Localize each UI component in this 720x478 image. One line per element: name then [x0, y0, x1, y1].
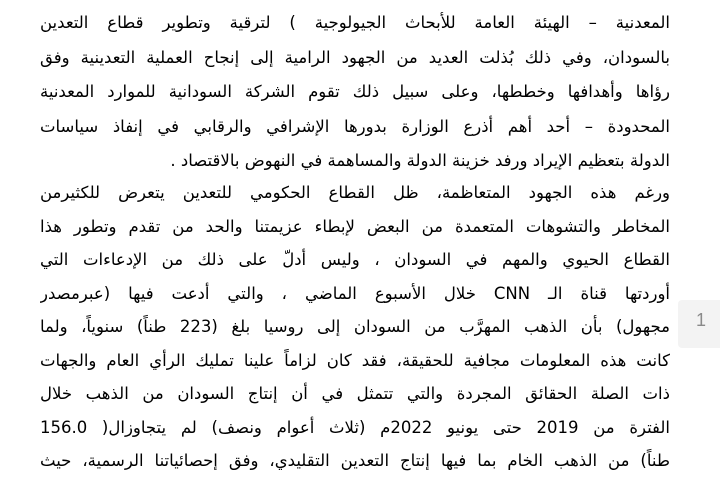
text-line: رؤاها وأهدافها وخططها، وعلى سبيل ذلك تقوم الشركة السودانية للموارد المعدنية — [40, 82, 670, 101]
text-line: كانت هذه المعلومات مجافية للحقيقة، فقد كان لزاماً علينا تمليك الرأي العام والجهات — [40, 350, 670, 370]
text-line: الدولة بتعظيم الإيراد ورفد خزينة الدولة والمساهمة في النهوض بالاقتصاد . — [170, 151, 670, 170]
paragraph-2 — [40, 176, 670, 478]
text-line: المعدنية – الهيئة العامة للأبحاث الجيولوجية ) لترقية وتطوير قطاع التعدين — [40, 13, 670, 32]
text-line: المحدودة – أحد أهم أذرع الوزارة بدورها الإشرافي والرقابي في إنفاذ سياسات — [40, 116, 670, 136]
page-number: 1 — [695, 310, 706, 330]
text-line: المخاطر والتشوهات المتعمدة من البعض لإبطاء عزيمتنا والحد من تقدم وتطور هذا — [40, 216, 670, 236]
text-line: طناً) من الذهب الخام بما فيها إنتاج التعدين التقليدي، وفق إحصائياتنا الرسمية، حيث — [40, 451, 670, 470]
text-line: ورغم هذه الجهود المتعاظمة، ظل القطاع الحكومي للتعدين يتعرض للكثيرمن — [40, 183, 670, 202]
text-line: ذات الصلة الحقائق المجردة والتي تتمثل في أن إنتاج السودان من الذهب خلال — [40, 384, 670, 403]
text-line: القطاع الحيوي والمهم في السودان ، وليس أدلّ على ذلك من الإدعاءات التي — [40, 250, 670, 269]
text-line: بالسودان، وفي ذلك بُذلت العديد من الجهود الرامية إلى إنجاح العملية التعدينية وفق — [40, 47, 670, 67]
text-line: مجهول) بأن الذهب المهرَّب من السودان إلى روسيا بلغ (223 طناً) سنوياً، ولما — [40, 317, 670, 336]
text-line: الفترة من 2019 حتى يونيو 2022م (ثلاث أعوام ونصف) لم يتجاوزال( 156.0 — [40, 417, 670, 437]
text-line: أوردتها قناة الـ CNN خلال الأسبوع الماضي ، والتي أدعت فيها (عبرمصدر — [40, 283, 670, 303]
paragraph-1 — [40, 6, 670, 179]
